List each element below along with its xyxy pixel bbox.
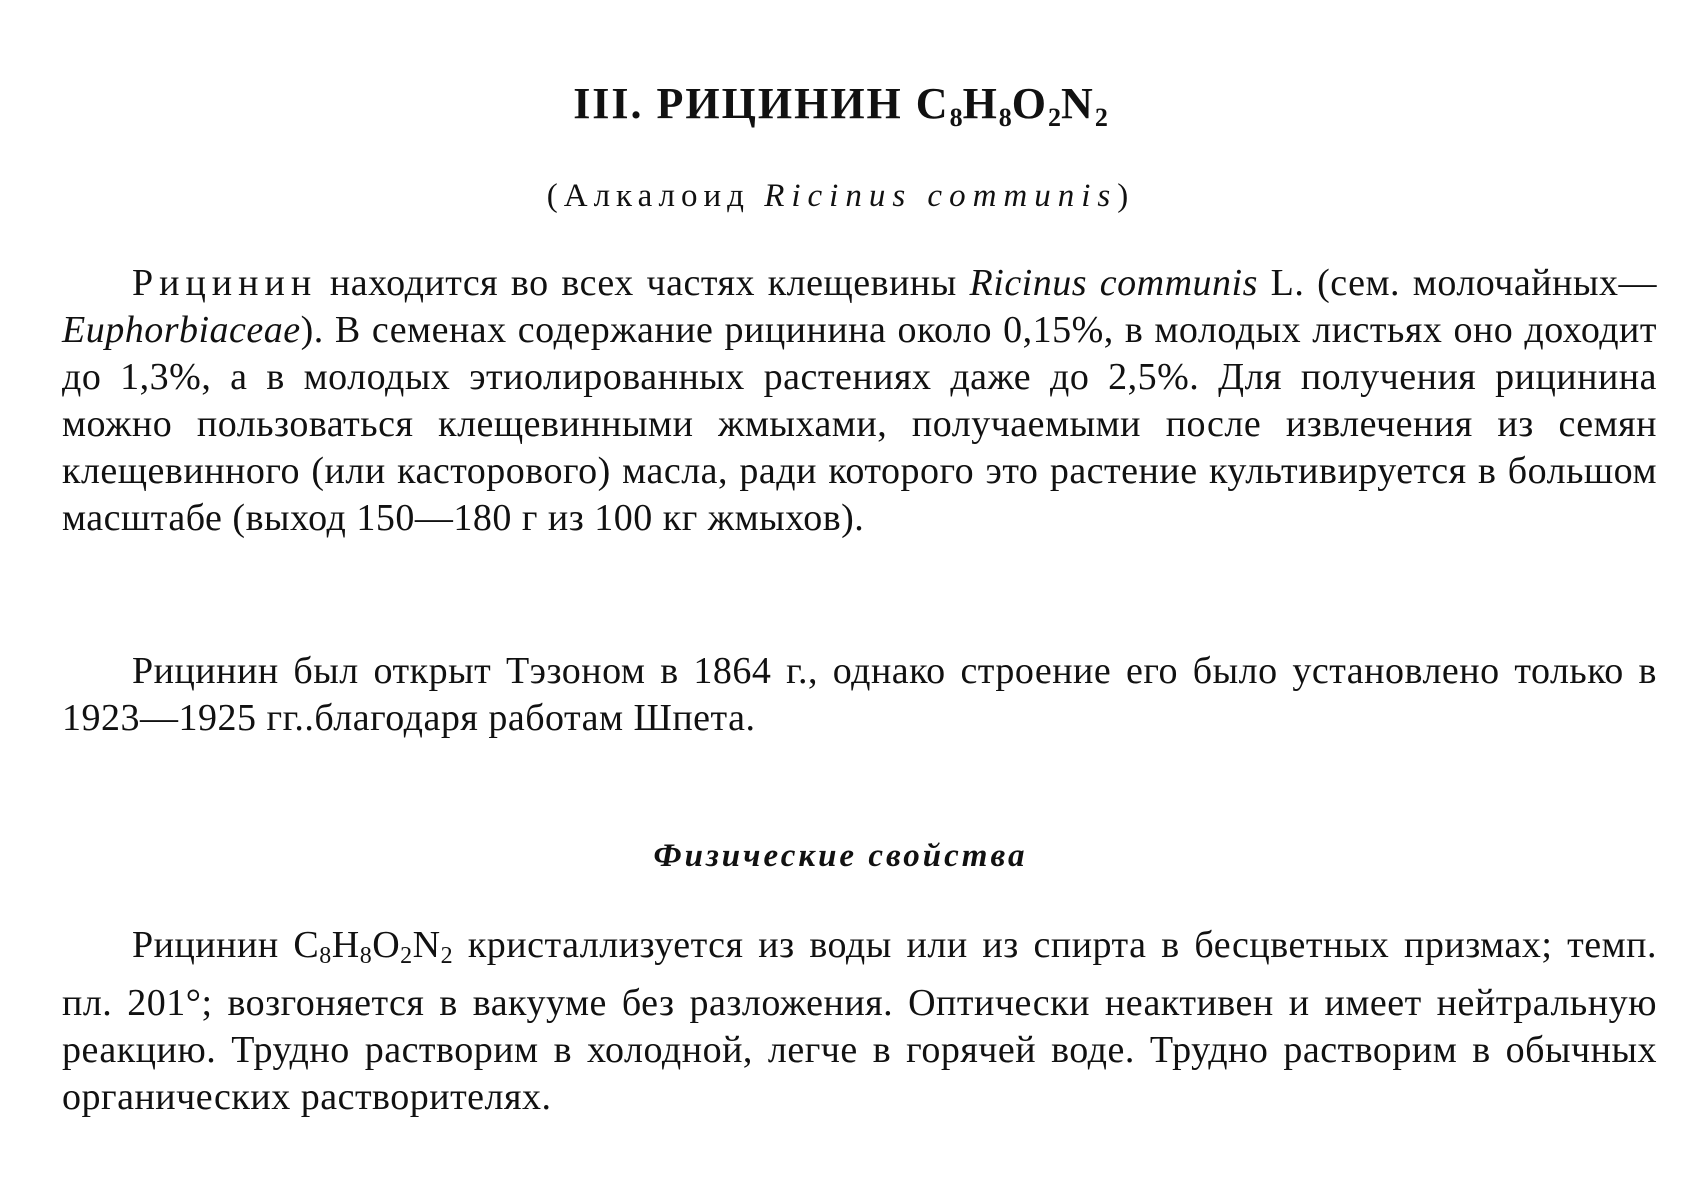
page-title: III. РИЦИНИН $C_8H_8O_2N_2$	[573, 79, 1108, 132]
page-subtitle: (Алкалоид Ricinus communis)	[546, 178, 1135, 214]
paragraph-history: Рицинин был открыт Тэзоном в 1864 г., однако строение его было установлено только в 1923—1925 гг..благодаря работам Шпета.	[62, 650, 1657, 739]
paragraph-physical-properties: Рицинин $C_8H_8O_2N_2$ кристаллизуется из воды или из спирта в бесцветных призмах; темп. пл. 201°; возгоняется в вакууме без разложения. Оптически неактивен и имеет нейтральную реакцию. Трудно растворим в холодной, легче в горячей воде. Трудно растворим в обычных органических растворителях.	[62, 924, 1657, 1118]
paragraph-occurrence: Рицинин находится во всех частях клещевины Ricinus communis L. (сем. молочайных—Euphorbiaceae). В семенах содержание рицинина около 0,15%, в молодых листьях оно доходит до 1,3%, а в молодых этиолированных растениях даже до 2,5%. Для получения рицинина можно пользоваться клещевинными жмыхами, получаемыми после извлечения из семян клещевинного (или касторового) масла, ради которого это растение культивируется в большом масштабе (выход 150—180 г из 100 кг жмыхов).	[62, 262, 1657, 539]
paragraph-lead-word: Рицинин	[132, 262, 318, 304]
section-heading: Физические свойства	[653, 838, 1028, 874]
